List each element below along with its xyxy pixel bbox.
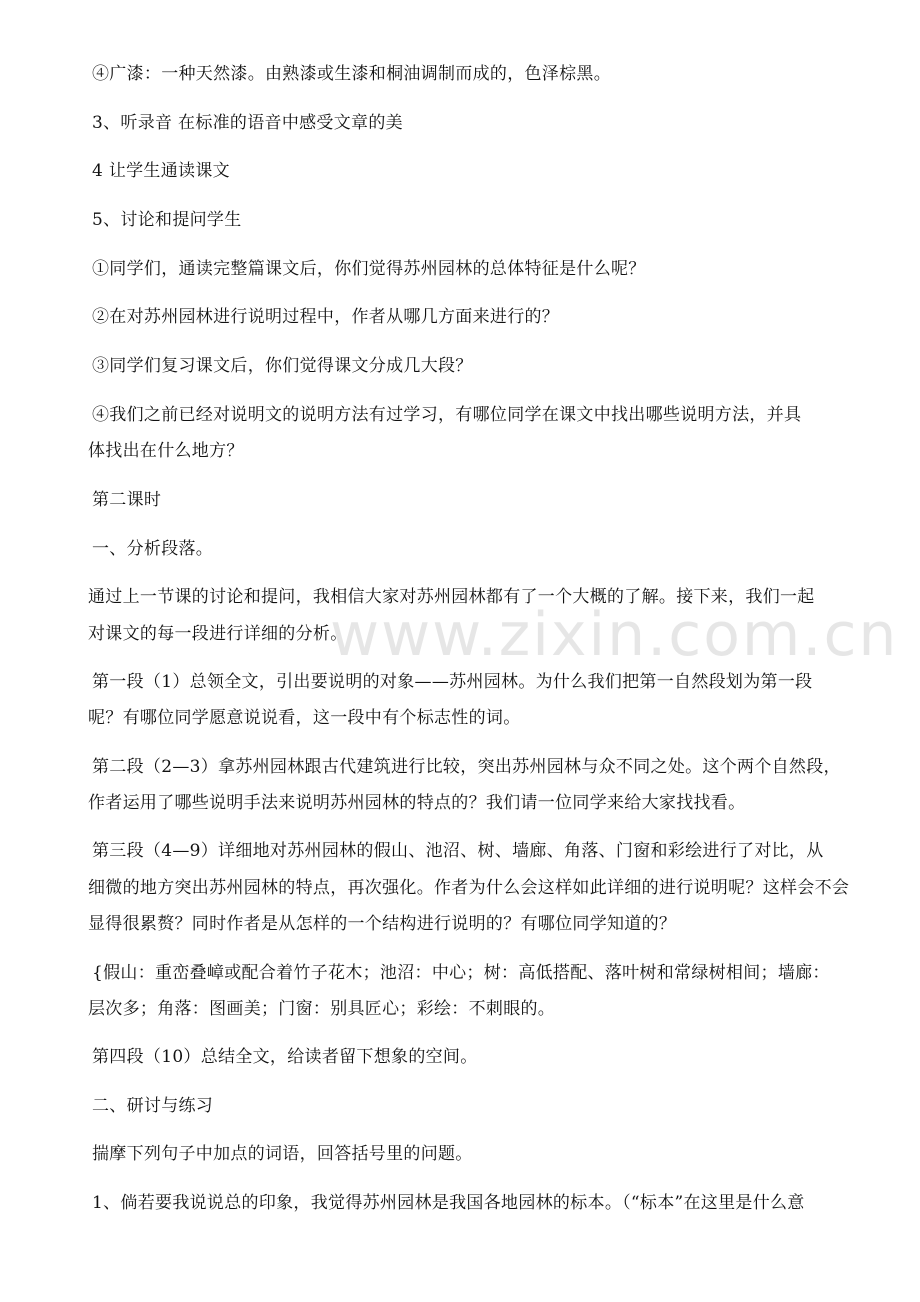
text-line: 显得很累赘？同时作者是从怎样的一个结构进行说明的？有哪位同学知道的？ bbox=[88, 914, 677, 934]
text-line: 第二课时 bbox=[92, 490, 162, 510]
text-line: 第三段（4—9）详细地对苏州园林的假山、池沼、树、墙廊、角落、门窗和彩绘进行了对比，从 bbox=[92, 841, 824, 861]
text-line: 呢？有哪位同学愿意说说看，这一段中有个标志性的词。 bbox=[88, 708, 521, 728]
text-line: ③同学们复习课文后，你们觉得课文分成几大段？ bbox=[92, 356, 473, 376]
watermark: www.zixin.com.cn bbox=[330, 600, 899, 670]
text-line: ②在对苏州园林进行说明过程中，作者从哪几方面来进行的？ bbox=[92, 307, 560, 327]
text-line: {假山：重峦叠嶂或配合着竹子花木；池沼：中心；树：高低搭配、落叶树和常绿树相间；墙廊： bbox=[92, 963, 830, 983]
text-line: 细微的地方突出苏州园林的特点，再次强化。作者为什么会这样如此详细的进行说明呢？这样会不会 bbox=[88, 878, 850, 898]
text-line: 一、分析段落。 bbox=[92, 539, 214, 559]
text-line: ④我们之前已经对说明文的说明方法有过学习，有哪位同学在课文中找出哪些说明方法，并具 bbox=[92, 405, 802, 425]
text-line: 4 让学生通读课文 bbox=[92, 161, 230, 181]
text-line: 3、听录音 在标准的语音中感受文章的美 bbox=[92, 113, 403, 133]
text-line: 5、讨论和提问学生 bbox=[92, 210, 242, 230]
text-line: 第二段（2—3）拿苏州园林跟古代建筑进行比较，突出苏州园林与众不同之处。这个两个自然段， bbox=[92, 757, 841, 777]
text-line: ①同学们，通读完整篇课文后，你们觉得苏州园林的总体特征是什么呢？ bbox=[92, 259, 646, 279]
text-line: 第一段（1）总领全文，引出要说明的对象——苏州园林。为什么我们把第一自然段划为第一段 bbox=[92, 672, 813, 692]
text-line: 第四段（10）总结全文，给读者留下想象的空间。 bbox=[92, 1047, 478, 1067]
text-line: 揣摩下列句子中加点的词语，回答括号里的问题。 bbox=[92, 1144, 473, 1164]
text-line: 通过上一节课的讨论和提问，我相信大家对苏州园林都有了一个大概的了解。接下来，我们一起 bbox=[88, 587, 815, 607]
text-line: 二、研讨与练习 bbox=[92, 1096, 214, 1116]
text-line: 作者运用了哪些说明手法来说明苏州园林的特点的？我们请一位同学来给大家找找看。 bbox=[88, 793, 746, 813]
text-line: ④广漆：一种天然漆。由熟漆或生漆和桐油调制而成的，色泽棕黑。 bbox=[92, 64, 611, 84]
text-line: 对课文的每一段进行详细的分析。 bbox=[88, 624, 348, 644]
text-line: 体找出在什么地方？ bbox=[88, 441, 244, 461]
text-line: 层次多；角落：图画美；门窗：别具匠心；彩绘：不刺眼的。 bbox=[88, 999, 556, 1019]
text-line: 1、倘若要我说说总的印象，我觉得苏州园林是我国各地园林的标本。（“标本”在这里是什么意 bbox=[92, 1193, 805, 1213]
